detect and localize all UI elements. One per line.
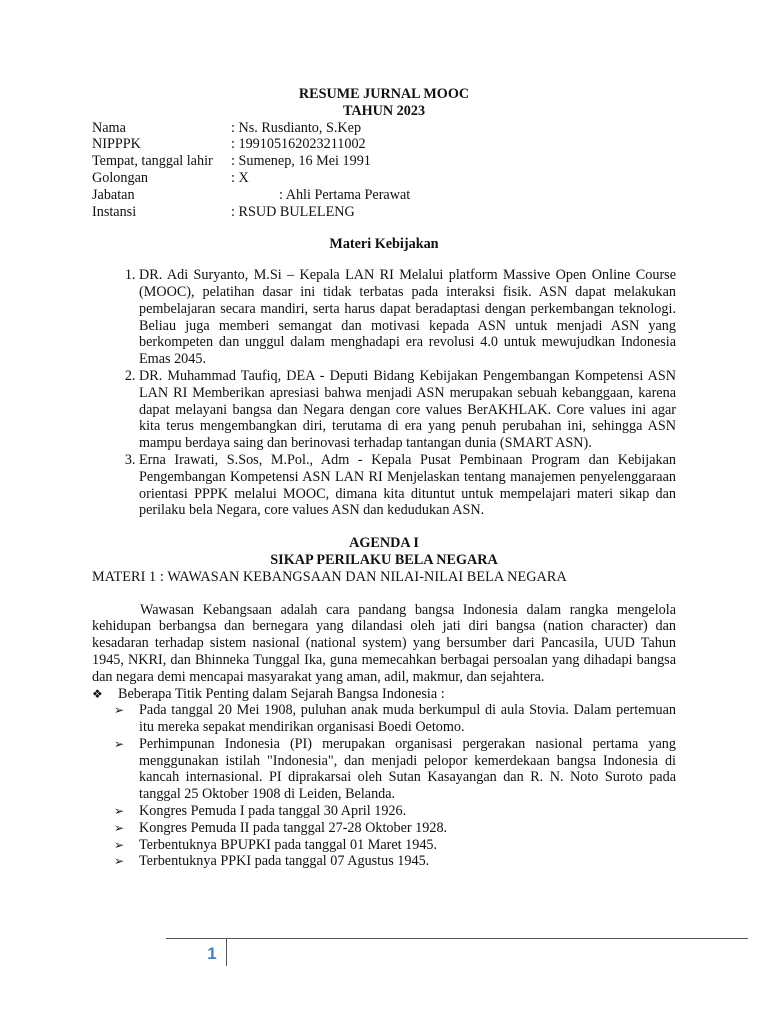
arrow-bullet-icon: ➢ [114, 804, 125, 819]
info-row-jabatan [92, 187, 676, 204]
info-label: Nama [92, 119, 126, 136]
page-number: 1 [207, 944, 217, 963]
arrow-bullet-icon: ➢ [114, 703, 125, 718]
info-row-tempat-tanggal-lahir [92, 153, 676, 170]
info-value: : Ahli Pertama Perawat [279, 186, 411, 203]
footer-rule [166, 938, 748, 939]
diamond-bullet-icon: ❖ [92, 686, 103, 701]
info-label: Tempat, tanggal lahir [92, 153, 213, 170]
arrow-bullet-icon: ➢ [114, 837, 125, 852]
policy-item: 1. DR. Adi Suryanto, M.Si – Kepala LAN RI Melalui platform Massive Open Online Course (MOOC), pelatihan dasar ini tidak terbatas pada interaksi fisik. ASN dapat melakukan pembelajaran secara mandiri, serta harus dapat beradaptasi dengan perkembangan teknologi. Beliau juga memberi semangat dan motivasi kepada ASN untuk menjadi ASN yang berkompeten dan unggul dalam menghadapi era revolusi 4.0 untuk mewujudkan Indonesia Emas 2045. [139, 267, 676, 368]
info-value: : X [231, 169, 249, 186]
list-item [114, 820, 676, 837]
list-item [114, 853, 676, 870]
info-row-golongan [92, 170, 676, 187]
list-item-text: Perhimpunan Indonesia (PI) merupakan organisasi pergerakan nasional pertama yang menggunakan istilah "Indonesia", dan menjadi pelopor kemerdekaan bangsa Indonesia di kancah internasional. PI diprakarsai oleh Sutan Kasayangan dan R. N. Noto Suroto pada tanggal 25 Oktober 1908 di Leiden, Belanda. [139, 735, 676, 803]
document-title-line2: TAHUN 2023 [342, 102, 426, 119]
info-label: Golongan [92, 169, 148, 186]
arrow-bullet-icon: ➢ [114, 820, 125, 835]
policy-item: 2. DR. Muhammad Taufiq, DEA - Deputi Bidang Kebijakan Pengembangan Kompetensi ASN LAN RI Memberikan apresiasi bahwa menjadi ASN merupakan sebuah kebanggaan, karena dapat melayani bangsa dan Negara dengan core values BerAKHLAK. Core values ini agar kita terus mengembangkan diri, terutama di era yang penuh perubahan ini, sehingga ASN mampu berdaya saing dan berinovasi terhadap tantangan dunia (SMART ASN). [139, 368, 676, 452]
body-paragraph: Wawasan Kebangsaan adalah cara pandang bangsa Indonesia dalam rangka mengelola kehidupan berbangsa dan bernegara yang dilandasi oleh jati diri bangsa (nation character) dan kesadaran terhadap sistem nasional (national system) yang bersumber dari Pancasila, UUD Tahun 1945, NKRI, dan Bhinneka Tunggal Ika, guna memecahkan berbagai persoalan yang dihadapi bangsa dan negara demi mencapai masyarakat yang aman, adil, makmur, dan sejahtera. [92, 601, 676, 685]
info-row-nama [92, 120, 676, 137]
list-item-text: Terbentuknya BPUPKI pada tanggal 01 Maret 1945. [139, 836, 438, 853]
list-item-text: Terbentuknya PPKI pada tanggal 07 Agustus 1945. [139, 853, 430, 870]
info-value: : Ns. Rusdianto, S.Kep [231, 119, 362, 136]
list-item-text: Kongres Pemuda I pada tanggal 30 April 1926. [139, 803, 407, 820]
document-title-line1: RESUME JURNAL MOOC [298, 86, 470, 102]
arrow-bullet-icon: ➢ [114, 854, 125, 869]
policy-heading: Materi Kebijakan [329, 236, 439, 253]
list-item-text: Kongres Pemuda II pada tanggal 27-28 Oktober 1928. [139, 819, 448, 836]
agenda-heading: AGENDA I [349, 535, 419, 552]
list-item [114, 803, 676, 820]
identity-block [92, 120, 676, 221]
list-item-text: Pada tanggal 20 Mei 1908, puluhan anak muda berkumpul di aula Stovia. Dalam pertemuan itu mereka sepakat mendirikan organisasi Boedi Oetomo. [139, 702, 676, 736]
history-points-list [92, 702, 676, 870]
bullet-heading [92, 686, 676, 703]
list-item [114, 736, 676, 803]
footer-separator [226, 938, 227, 966]
agenda-subheading: SIKAP PERILAKU BELA NEGARA [270, 551, 498, 568]
info-value: : 199105162023211002 [231, 136, 366, 153]
info-label: Instansi [92, 203, 137, 220]
arrow-bullet-icon: ➢ [114, 736, 125, 751]
bullet-heading-text: Beberapa Titik Penting dalam Sejarah Bangsa Indonesia : [118, 685, 445, 702]
materi-title: MATERI 1 : WAWASAN KEBANGSAAN DAN NILAI-NILAI BELA NEGARA [92, 568, 567, 585]
info-row-instansi [92, 204, 676, 221]
page-content [92, 86, 676, 870]
info-value: : RSUD BULELENG [231, 203, 355, 220]
info-label: NIPPPK [92, 136, 141, 153]
info-row-nipppk [92, 136, 676, 153]
policy-list [92, 267, 676, 519]
list-item [114, 702, 676, 736]
list-item [114, 837, 676, 854]
info-value: : Sumenep, 16 Mei 1991 [231, 153, 371, 170]
policy-item: 3. Erna Irawati, S.Sos, M.Pol., Adm - Kepala Pusat Pembinaan Program dan Kebijakan Pengembangan Kompetensi ASN LAN RI Menjelaskan tentang manajemen penyelenggaraan orientasi PPPK melalui MOOC, dimana kita dituntut untuk mempelajari materi sikap dan perilaku bela Negara, core values ASN dan kedudukan ASN. [139, 452, 676, 519]
info-label: Jabatan [92, 186, 135, 203]
